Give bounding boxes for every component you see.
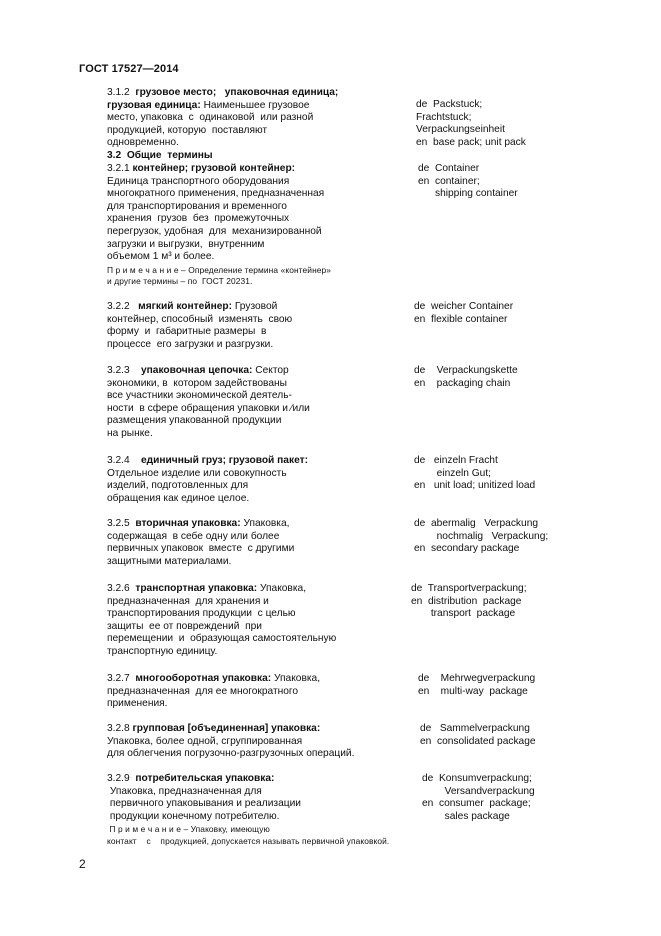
term-text-line	[107, 455, 308, 468]
term-text: транспортирования продукции с целью	[107, 608, 296, 620]
term-name: транспортная упаковка:	[135, 583, 258, 594]
term-text-line	[107, 608, 296, 621]
term-name: вторичная упаковка:	[135, 518, 241, 529]
term-text: первичных упаковок вместе с другими	[107, 543, 295, 555]
term-text: защитными материалами.	[107, 555, 232, 567]
term-text-line	[107, 723, 320, 736]
term-text-line	[107, 87, 338, 100]
term-text-line	[107, 100, 309, 113]
term-text: перемещении и образующая самостоятельную	[107, 633, 337, 645]
foreign-equivalent: Versandverpackung	[422, 785, 535, 797]
foreign-equivalent: en distribution package	[411, 595, 522, 607]
term-text-line	[107, 531, 279, 544]
term-text-line	[107, 239, 264, 252]
term-text: 3.2.3	[107, 365, 141, 376]
term-text-line	[107, 390, 292, 403]
term-text-line	[107, 736, 302, 749]
term-text: 3.2.7	[107, 673, 136, 684]
term-text: предназначенная для хранения и	[107, 595, 269, 607]
term-text: содержащая в себе одну или более	[107, 530, 280, 542]
foreign-equivalent: en unit load; unitized load	[414, 480, 536, 492]
term-name: групповая [объединенная] упаковка:	[132, 723, 321, 734]
foreign-equivalent: transport package	[411, 608, 516, 620]
term-text-line	[107, 112, 313, 125]
term-note: П р и м е ч а н и е – Упаковку, имеющую	[107, 824, 270, 835]
term-text: предназначенная для ее многократного	[107, 685, 299, 697]
term-text: 3.2.1	[107, 163, 133, 174]
term-text-line	[107, 493, 249, 506]
term-name: мягкий контейнер:	[138, 301, 233, 312]
term-text-line	[107, 251, 214, 264]
foreign-equivalent: de einzeln Fracht	[414, 455, 498, 466]
term-text: 3.2.4	[107, 455, 141, 466]
foreign-equivalent: en packaging chain	[414, 377, 511, 389]
term-text: Отдельное изделие или совокупность	[107, 467, 287, 479]
foreign-equivalent: de Transportverpackung;	[411, 583, 527, 594]
term-text-line	[107, 811, 280, 824]
foreign-equivalent: de weicher Container	[414, 301, 514, 312]
term-text: продукции конечному потребителю.	[107, 810, 280, 822]
term-text: на рынке.	[107, 428, 153, 439]
term-text: Наименьшее грузовое	[200, 99, 310, 111]
term-text: форму и габаритные размеры в	[107, 326, 267, 338]
term-text: одновременно.	[107, 137, 179, 149]
page-number: 2	[79, 857, 86, 871]
term-text: транспортную единицу.	[107, 646, 218, 657]
term-text-line	[107, 226, 322, 239]
term-text-line	[107, 686, 298, 699]
term-text: перегрузок, удобная для механизированной	[107, 226, 322, 237]
term-text-line	[107, 748, 354, 761]
foreign-equivalent: de abermalig Verpackung	[414, 518, 539, 529]
term-text: изделий, подготовленных для	[107, 480, 249, 492]
foreign-equivalent: einzeln Gut;	[414, 467, 492, 479]
foreign-equivalent: de Sammelverpackung	[420, 723, 530, 734]
term-name: контейнер; грузовой контейнер:	[132, 163, 296, 174]
foreign-equivalent: Verpackungseinheit	[416, 124, 505, 136]
term-text-line	[107, 646, 217, 659]
term-name: грузовое место; упаковочная единица;	[135, 87, 339, 98]
term-text: 3.1.2	[107, 87, 136, 98]
term-text-line	[107, 556, 231, 569]
term-name: потребительская упаковка:	[135, 773, 275, 784]
term-text-line	[107, 163, 295, 176]
term-text-line	[107, 798, 301, 811]
term-text-line	[107, 621, 262, 634]
term-note: контакт с продукцией, допускается называть первичной упаковкой.	[107, 835, 390, 846]
term-text: процессе его загрузки и разгрузки.	[107, 338, 274, 350]
term-text-line	[107, 176, 289, 189]
term-text-line	[107, 213, 289, 226]
term-text: для облегчения погрузочно-разгрузочных операций.	[107, 748, 355, 760]
foreign-equivalent: en multi-way package	[418, 685, 528, 697]
term-note: П р и м е ч а н и е – Определение термина «контейнер»	[107, 264, 332, 275]
term-text: место, упаковка с одинаковой или разной	[107, 112, 314, 124]
term-text: хранения грузов без промежуточных	[107, 213, 290, 225]
term-text-line	[107, 201, 287, 214]
term-text: многократного применения, предназначенная	[107, 188, 325, 200]
term-name: грузовая единица:	[107, 99, 201, 111]
term-text-line	[107, 403, 310, 416]
term-text-line	[107, 773, 274, 786]
term-text-line	[107, 378, 287, 391]
term-text: экономики, в котором задействованы	[107, 377, 287, 389]
term-text-line	[107, 633, 336, 646]
term-text: контейнер, способный изменять свою	[107, 313, 293, 325]
term-text-line	[107, 673, 320, 686]
term-text: Упаковка, предназначенная для	[107, 785, 262, 797]
term-note: и другие термины – по ГОСТ 20231.	[107, 276, 253, 287]
term-text: Упаковка,	[257, 583, 307, 594]
term-text: первичного упаковывания и реализации	[107, 798, 301, 810]
term-text-line	[107, 583, 306, 596]
term-text: ности в сфере обращения упаковки и ⁄или	[107, 402, 310, 414]
foreign-equivalent: de Mehrwegverpackung	[418, 673, 536, 684]
term-text-line	[107, 301, 277, 314]
foreign-equivalent: de Container	[418, 163, 480, 174]
foreign-equivalent: shipping container	[418, 188, 518, 200]
foreign-equivalent: de Verpackungskette	[414, 365, 518, 376]
term-text: Грузовой	[232, 301, 278, 312]
term-text-line	[107, 415, 281, 428]
term-text: для транспортирования и временного	[107, 200, 287, 212]
term-text-line	[107, 543, 294, 556]
term-text-line	[107, 518, 289, 531]
foreign-equivalent: en container;	[418, 175, 480, 187]
term-text: Единица транспортного оборудования	[107, 175, 290, 187]
foreign-equivalent: de Packstuck;	[416, 99, 483, 110]
standard-header: ГОСТ 17527—2014	[79, 63, 179, 75]
term-text: Упаковка, более одной, сгруппированная	[107, 735, 303, 747]
term-text-line	[107, 150, 213, 163]
foreign-equivalent: en flexible container	[414, 313, 508, 325]
term-text: все участники экономической деятель-	[107, 390, 292, 402]
foreign-equivalent: en consolidated package	[420, 735, 536, 747]
term-name: упаковочная цепочка:	[140, 365, 253, 376]
term-text: 3.2.8	[107, 723, 133, 734]
term-text: Упаковка,	[271, 673, 321, 684]
foreign-equivalent: sales package	[422, 810, 510, 822]
term-text-line	[107, 480, 248, 493]
term-name: 3.2 Общие термины	[107, 150, 213, 161]
foreign-equivalent: en base pack; unit pack	[416, 136, 526, 148]
term-text-line	[107, 698, 168, 711]
term-text-line	[107, 786, 262, 799]
term-text-line	[107, 365, 289, 378]
term-text-line	[107, 188, 324, 201]
foreign-equivalent: de Konsumverpackung;	[422, 773, 532, 784]
term-text: 3.2.6	[107, 583, 136, 594]
term-text: применения.	[107, 698, 168, 710]
term-text: объемом 1 м³ и более.	[107, 251, 215, 263]
term-text-line	[107, 468, 287, 481]
term-text: защиты ее от повреждений при	[107, 620, 262, 632]
term-text-line	[107, 339, 273, 352]
term-text: обращения как единое целое.	[107, 492, 250, 504]
term-text-line	[107, 428, 153, 441]
term-text-line	[107, 314, 292, 327]
term-text-line	[107, 137, 179, 150]
term-text-line	[107, 125, 267, 138]
term-text: 3.2.9	[107, 773, 136, 784]
term-text: 3.2.2	[107, 301, 139, 312]
term-text: Упаковка,	[240, 518, 290, 529]
term-text-line	[107, 596, 269, 609]
term-text: размещения упакованной продукции	[107, 415, 282, 427]
term-text: загрузки и выгрузки, внутренним	[107, 238, 265, 250]
foreign-equivalent: en secondary package	[414, 543, 520, 555]
term-name: многооборотная упаковка:	[135, 673, 272, 684]
term-text: 3.2.5	[107, 518, 136, 529]
foreign-equivalent: Frachtstuck;	[416, 111, 472, 123]
term-text-line	[107, 326, 266, 339]
foreign-equivalent: nochmalig Verpackung;	[414, 530, 549, 542]
term-text: продукцией, которую поставляют	[107, 124, 268, 136]
term-name: единичный груз; грузовой пакет:	[140, 455, 308, 466]
term-text: Сектор	[252, 365, 289, 376]
foreign-equivalent: en consumer package;	[422, 798, 531, 810]
